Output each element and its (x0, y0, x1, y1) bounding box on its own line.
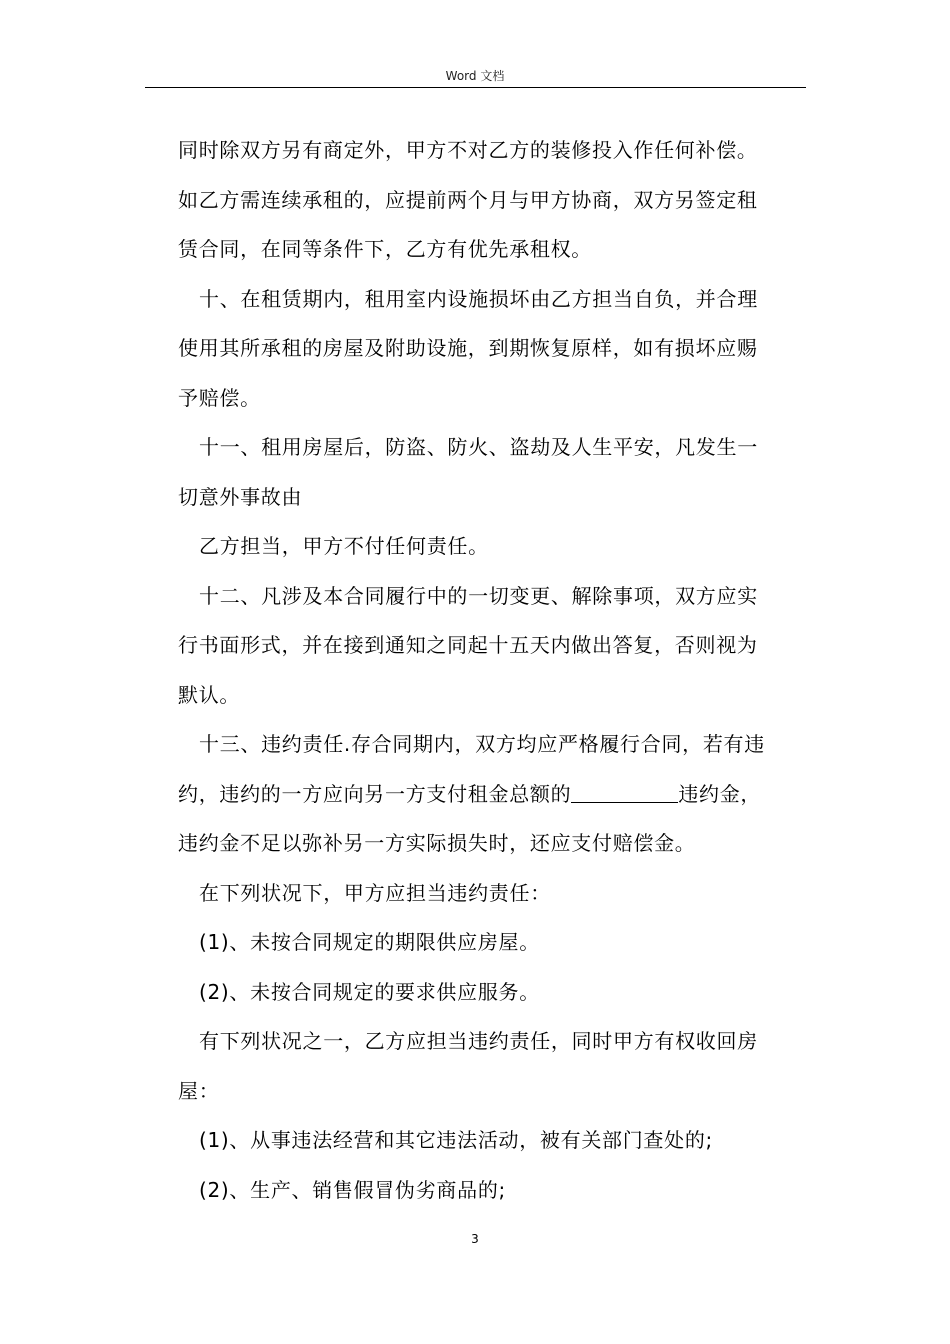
paragraph-line: 行书面形式，并在接到通知之同起十五天内做出答复，否则视为 (178, 633, 758, 657)
penalty-text-after: 违约金， (678, 781, 762, 806)
page-header: Word 文档 (445, 69, 505, 83)
paragraph-line: 予赔偿。 (178, 385, 261, 410)
paragraph-line: 赁合同，在同等条件下，乙方有优先承租权。 (178, 237, 592, 261)
paragraph-line: 默认。 (178, 682, 241, 707)
list-item: (2)、未按合同规定的要求供应服务。 (199, 979, 540, 1004)
paragraph-line: 如乙方需连续承租的，应提前两个月与甲方协商，双方另签定租 (178, 187, 758, 212)
paragraph-line: 屋： (178, 1078, 220, 1103)
paragraph-line: 同时除双方另有商定外，甲方不对乙方的装修投入作任何补偿。 (178, 138, 758, 162)
paragraph-line: 使用其所承租的房屋及附助设施，到期恢复原样，如有损坏应赐 (178, 336, 758, 360)
clause-eleven-line: 十一、租用房屋后，防盗、防火、盗劫及人生平安，凡发生一 (199, 435, 758, 459)
paragraph-line: 乙方担当，甲方不付任何责任。 (199, 534, 489, 558)
blank-fill-field (571, 782, 678, 803)
paragraph-line: 在下列状况下，甲方应担当违约责任： (199, 880, 551, 905)
clause-ten-line: 十、在租赁期内，租用室内设施损坏由乙方担当自负，并合理 (199, 286, 758, 311)
penalty-text-before: 约，违约的一方应向另一方支付租金总额的 (178, 781, 572, 806)
clause-twelve-line: 十二、凡涉及本合同履行中的一切变更、解除事项，双方应实 (199, 583, 758, 608)
paragraph-line: 切意外事故由 (178, 484, 303, 509)
list-item: (1)、未按合同规定的期限供应房屋。 (199, 930, 540, 954)
paragraph-line: 违约金不足以弥补另一方实际损失时，还应支付赔偿金。 (178, 831, 696, 855)
penalty-amount-line (178, 770, 810, 820)
paragraph-line: 有下列状况之一，乙方应担当违约责任，同时甲方有权收回房 (199, 1029, 758, 1053)
page-number: 3 (471, 1232, 479, 1246)
header-divider (145, 87, 806, 88)
list-item: (1)、从事违法经营和其它违法活动，被有关部门查处的; (199, 1128, 713, 1152)
document-body (178, 126, 810, 1215)
clause-thirteen-line: 十三、违约责任.存合同期内，双方均应严格履行合同，若有违 (199, 732, 765, 756)
list-item: (2)、生产、销售假冒伪劣商品的; (199, 1177, 506, 1202)
